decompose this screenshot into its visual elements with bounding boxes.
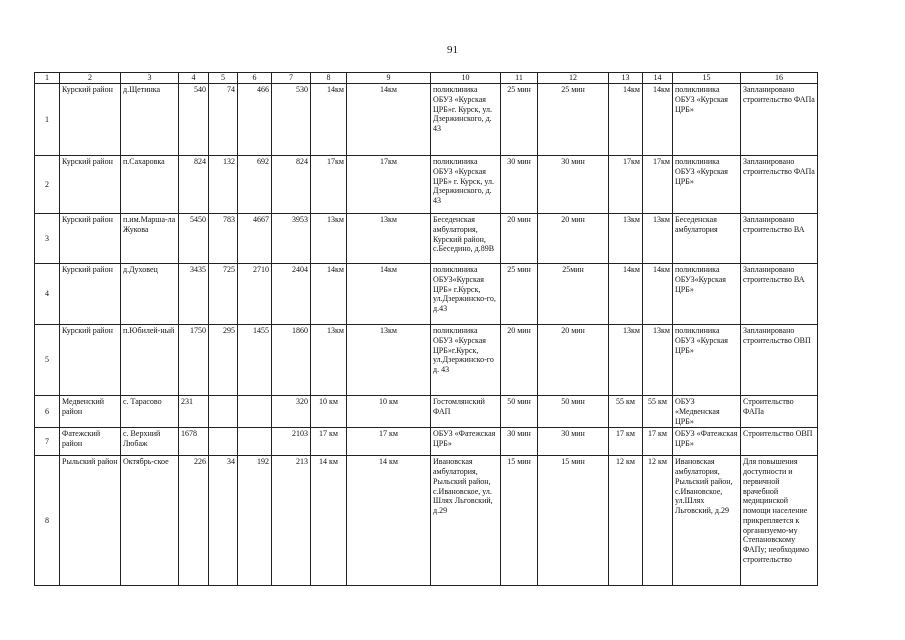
table-cell: 13км — [609, 214, 643, 264]
plan-cell: Для повышения доступности и первичной врачебной медицинской помощи население прикрепляется к организуемо-му Степановскому ФАПу; необходимо строительство — [741, 456, 818, 586]
table-cell: 295 — [209, 325, 238, 396]
table-row — [35, 325, 818, 396]
table-cell: 320 — [272, 396, 311, 428]
header-cell: 13 — [609, 73, 643, 84]
header-row — [35, 73, 818, 84]
table-cell: 5450 — [179, 214, 209, 264]
table-cell: 13км — [609, 325, 643, 396]
table-cell: 13км — [643, 214, 673, 264]
header-cell: 15 — [673, 73, 741, 84]
table-cell: 2404 — [272, 264, 311, 325]
table-cell: 540 — [179, 84, 209, 156]
table-cell — [209, 396, 238, 428]
page-number: 91 — [447, 44, 458, 56]
table-cell: 14км — [643, 264, 673, 325]
settlement-cell: с. Тарасово — [121, 396, 179, 428]
facility-cell: ОБУЗ «Фатежская ЦРБ» — [673, 428, 741, 456]
table-cell: 2710 — [238, 264, 272, 325]
table-cell: 15 мин — [501, 456, 538, 586]
district-cell: Курский район — [60, 325, 121, 396]
table-cell: 226 — [179, 456, 209, 586]
facility-cell: Гостомлянский ФАП — [431, 396, 501, 428]
table-cell: 17 км — [643, 428, 673, 456]
settlement-cell: д.Щетинка — [121, 84, 179, 156]
table-cell: 55 км — [643, 396, 673, 428]
table-cell: 192 — [238, 456, 272, 586]
table-cell: 25 мин — [538, 84, 609, 156]
facility-cell: поликлиника ОБУЗ «Курская ЦРБ»г. Курск, ул. Дзержинского, д. 43 — [431, 84, 501, 156]
table-cell: 25 мин — [501, 84, 538, 156]
header-cell: 3 — [121, 73, 179, 84]
table-cell: 50 мин — [538, 396, 609, 428]
table-cell: 14км — [609, 84, 643, 156]
table-cell: 12 км — [643, 456, 673, 586]
plan-cell: Строительство ФАПа — [741, 396, 818, 428]
settlement-cell: п.Сахаровка — [121, 156, 179, 214]
facility-cell: ОБУЗ «Фатежская ЦРБ» — [431, 428, 501, 456]
table-cell: 4667 — [238, 214, 272, 264]
settlement-cell: с. Верхний Любаж — [121, 428, 179, 456]
facility-cell: поликлиника ОБУЗ«Курская ЦРБ» — [673, 264, 741, 325]
table-cell: 30 мин — [538, 156, 609, 214]
district-cell: Курский район — [60, 156, 121, 214]
table-cell: 13км — [311, 214, 347, 264]
table-cell: 213 — [272, 456, 311, 586]
header-cell: 5 — [209, 73, 238, 84]
table-cell: 13км — [311, 325, 347, 396]
table-cell: 231 — [179, 396, 209, 428]
table-cell: 17км — [311, 156, 347, 214]
table-cell: 13км — [643, 325, 673, 396]
district-cell: Фатежский район — [60, 428, 121, 456]
table-cell: 824 — [179, 156, 209, 214]
header-cell: 16 — [741, 73, 818, 84]
district-cell: Курский район — [60, 84, 121, 156]
table-cell: 530 — [272, 84, 311, 156]
district-cell: Медвенский район — [60, 396, 121, 428]
table-cell: 20 мин — [538, 325, 609, 396]
header-cell: 11 — [501, 73, 538, 84]
data-table — [34, 72, 818, 586]
table-cell: 824 — [272, 156, 311, 214]
table-row — [35, 396, 818, 428]
facility-cell: поликлиника ОБУЗ «Курская ЦРБ» — [673, 325, 741, 396]
settlement-cell: п.им.Марша-ла Жукова — [121, 214, 179, 264]
table-cell — [209, 428, 238, 456]
table-cell: 17км — [643, 156, 673, 214]
row-number: 2 — [35, 156, 60, 214]
table-cell: 20 мин — [538, 214, 609, 264]
facility-cell: поликлиника ОБУЗ«Курская ЦРБ» г.Курск, ул.Дзержинско-го, д.43 — [431, 264, 501, 325]
plan-cell: Запланировано строительство ВА — [741, 264, 818, 325]
table-cell: 3435 — [179, 264, 209, 325]
table-cell: 692 — [238, 156, 272, 214]
table-row — [35, 84, 818, 156]
table-cell: 14км — [347, 84, 431, 156]
row-number: 5 — [35, 325, 60, 396]
table-cell: 17 км — [609, 428, 643, 456]
table-cell: 466 — [238, 84, 272, 156]
row-number: 8 — [35, 456, 60, 586]
table-cell: 25 мин — [501, 264, 538, 325]
settlement-cell: д.Духовец — [121, 264, 179, 325]
header-cell: 12 — [538, 73, 609, 84]
table-cell: 30 мин — [538, 428, 609, 456]
table-cell: 15 мин — [538, 456, 609, 586]
facility-cell: Беседенская амбулатория — [673, 214, 741, 264]
table-row — [35, 156, 818, 214]
table-cell: 34 — [209, 456, 238, 586]
row-number: 7 — [35, 428, 60, 456]
table-cell: 1750 — [179, 325, 209, 396]
table-cell — [238, 396, 272, 428]
header-cell: 9 — [347, 73, 431, 84]
table-cell: 1678 — [179, 428, 209, 456]
table-cell: 13км — [347, 214, 431, 264]
table-cell: 17км — [347, 156, 431, 214]
row-number: 6 — [35, 396, 60, 428]
plan-cell: Строительство ОВП — [741, 428, 818, 456]
header-cell: 4 — [179, 73, 209, 84]
table-cell: 14км — [311, 264, 347, 325]
table-cell: 1860 — [272, 325, 311, 396]
header-cell: 14 — [643, 73, 673, 84]
table-cell: 12 км — [609, 456, 643, 586]
table-cell: 74 — [209, 84, 238, 156]
plan-cell: Запланировано строительство ВА — [741, 214, 818, 264]
table-row — [35, 456, 818, 586]
district-cell: Рыльский район — [60, 456, 121, 586]
settlement-cell: п.Юбилей-ный — [121, 325, 179, 396]
table-cell: 25мин — [538, 264, 609, 325]
table-cell: 132 — [209, 156, 238, 214]
plan-cell: Запланировано строительство ОВП — [741, 325, 818, 396]
table-cell: 13км — [347, 325, 431, 396]
table-cell: 14км — [609, 264, 643, 325]
table-cell: 14км — [347, 264, 431, 325]
header-cell: 1 — [35, 73, 60, 84]
table-cell: 1455 — [238, 325, 272, 396]
facility-cell: поликлиника ОБУЗ «Курская ЦРБ» — [673, 156, 741, 214]
table-cell: 783 — [209, 214, 238, 264]
table-cell: 20 мин — [501, 214, 538, 264]
table-row — [35, 214, 818, 264]
header-cell: 10 — [431, 73, 501, 84]
header-cell: 8 — [311, 73, 347, 84]
table-cell: 14 км — [347, 456, 431, 586]
facility-cell: поликлиника ОБУЗ «Курская ЦРБ» г. Курск, ул. Дзержинского, д. 43 — [431, 156, 501, 214]
district-cell: Курский район — [60, 264, 121, 325]
table-cell: 725 — [209, 264, 238, 325]
table-cell: 55 км — [609, 396, 643, 428]
facility-cell: Ивановская амбулатория, Рыльский район, с.Ивановское, ул. Шлях Льговский, д.29 — [431, 456, 501, 586]
district-cell: Курский район — [60, 214, 121, 264]
facility-cell: Беседенская амбулатория, Курский район, с.Беседино, д.89В — [431, 214, 501, 264]
facility-cell: Ивановская амбулатория, Рыльский район, с.Ивановское, ул.Шлях Льговский, д.29 — [673, 456, 741, 586]
header-cell: 2 — [60, 73, 121, 84]
table-row — [35, 428, 818, 456]
row-number: 4 — [35, 264, 60, 325]
table-cell: 10 км — [311, 396, 347, 428]
table-cell: 50 мин — [501, 396, 538, 428]
table-cell: 20 мин — [501, 325, 538, 396]
table-cell: 10 км — [347, 396, 431, 428]
table-cell: 2103 — [272, 428, 311, 456]
settlement-cell: Октябрь-ское — [121, 456, 179, 586]
row-number: 1 — [35, 84, 60, 156]
table-row — [35, 264, 818, 325]
plan-cell: Запланировано строительство ФАПа — [741, 84, 818, 156]
header-cell: 6 — [238, 73, 272, 84]
table-cell: 30 мин — [501, 156, 538, 214]
table-cell: 14 км — [311, 456, 347, 586]
facility-cell: поликлиника ОБУЗ «Курская ЦРБ»г.Курск, ул.Дзержинско-го д. 43 — [431, 325, 501, 396]
table-cell: 17 км — [347, 428, 431, 456]
table-cell: 3953 — [272, 214, 311, 264]
row-number: 3 — [35, 214, 60, 264]
table-cell: 17 км — [311, 428, 347, 456]
table-cell: 30 мин — [501, 428, 538, 456]
table-cell — [238, 428, 272, 456]
facility-cell: ОБУЗ «Медвенская ЦРБ» — [673, 396, 741, 428]
table-cell: 17км — [609, 156, 643, 214]
plan-cell: Запланировано строительство ФАПа — [741, 156, 818, 214]
table-cell: 14км — [311, 84, 347, 156]
facility-cell: поликлиника ОБУЗ «Курская ЦРБ» — [673, 84, 741, 156]
table-cell: 14км — [643, 84, 673, 156]
header-cell: 7 — [272, 73, 311, 84]
